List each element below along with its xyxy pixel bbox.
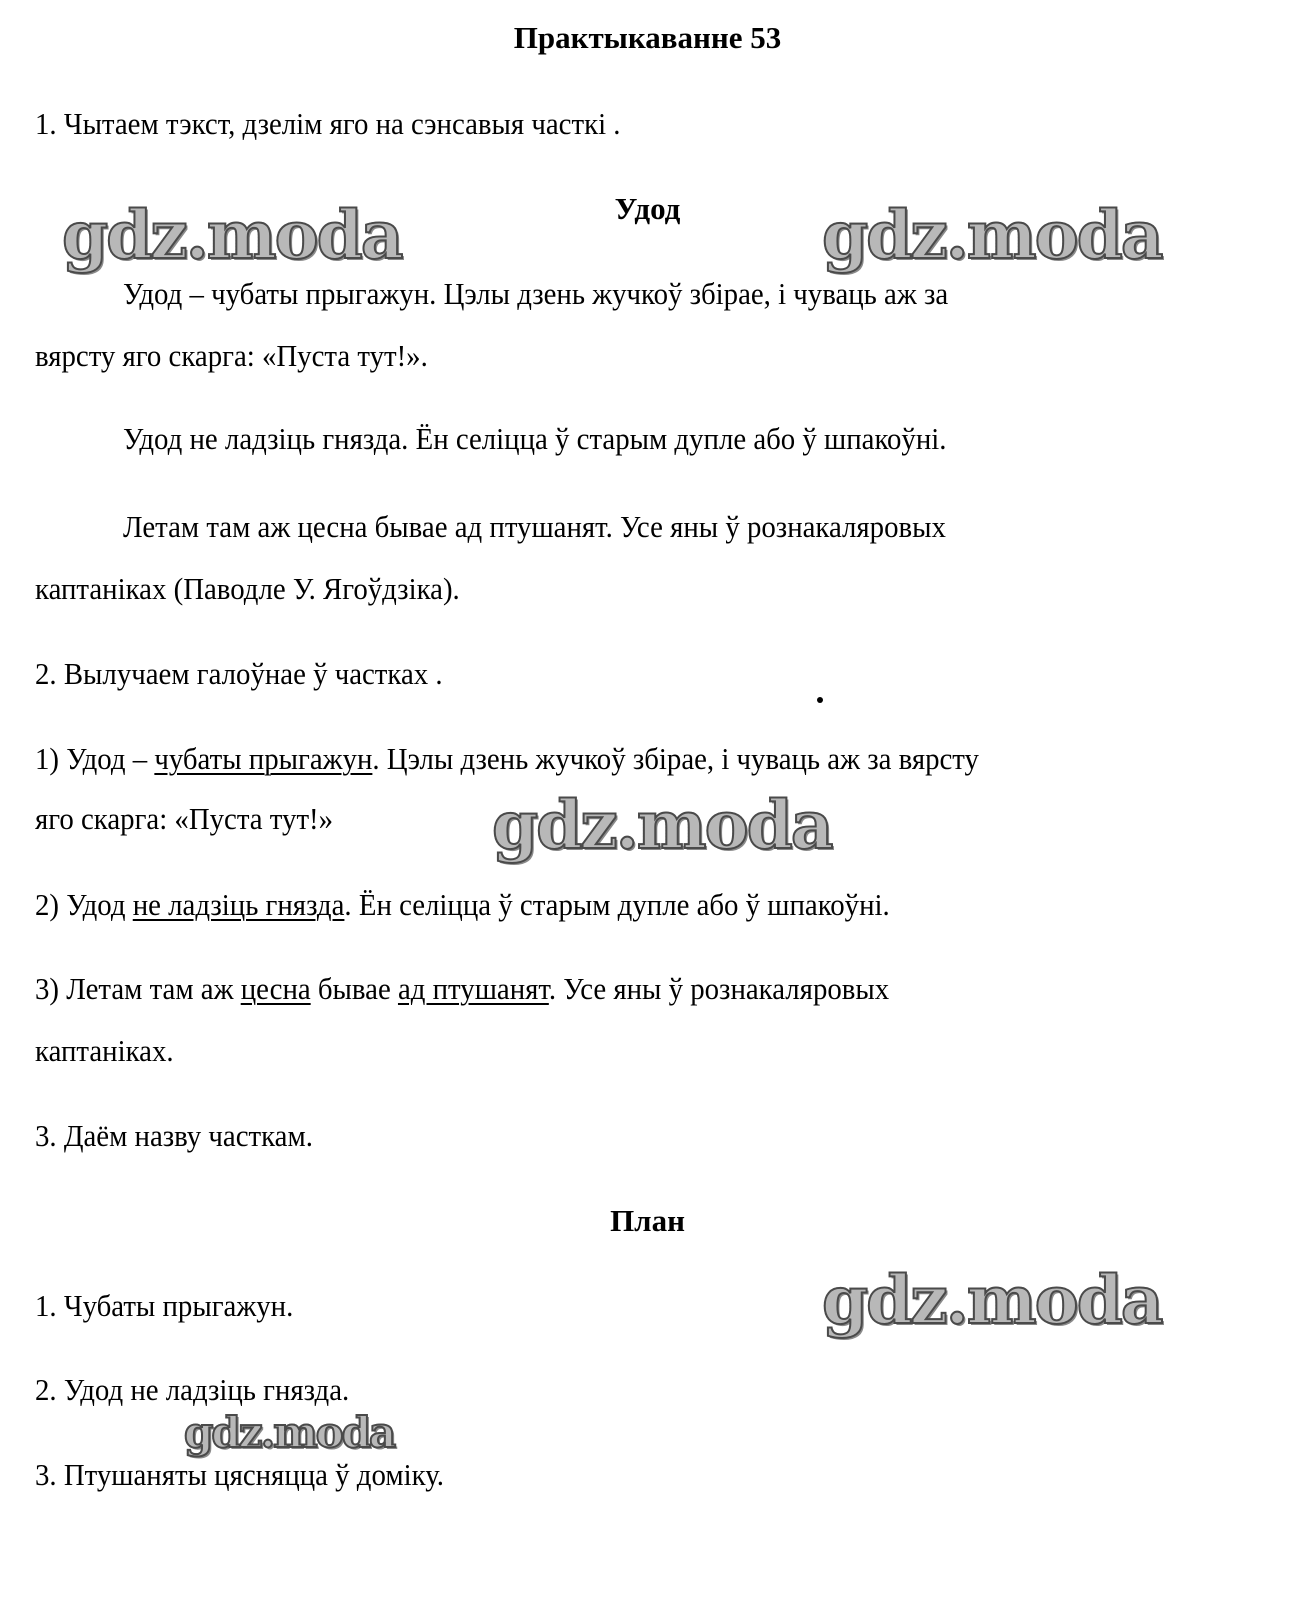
watermark-logo: gdz.moda (492, 786, 832, 864)
watermark-logo: gdz.moda (62, 196, 402, 274)
text-title: Удод (614, 191, 681, 226)
text-paragraph-1-line-2: вярсту яго скарга: «Пуста тут!». (35, 338, 428, 373)
part-3-suffix: . Усе яны ў рознакаляровых (548, 971, 890, 1006)
part-3-middle: бывае (310, 971, 398, 1006)
part-2-suffix: . Ён селіцца ў старым дупле або ў шпакоўні. (344, 887, 890, 922)
text-paragraph-3-line-2: каптаніках (Паводле У. Ягоўдзіка). (35, 571, 460, 606)
task-3-heading: 3. Даём назву часткам. (35, 1118, 313, 1153)
part-1-line-2: яго скарга: «Пуста тут!» (35, 801, 334, 836)
part-3-main-idea-2: ад птушанят (397, 971, 549, 1006)
watermark-logo: gdz.moda (822, 1261, 1162, 1339)
part-1-suffix: . Цэлы дзень жучкоў збірае, і чуваць аж за вярсту (372, 741, 979, 776)
part-3-prefix: 3) Летам там аж (35, 971, 241, 1006)
plan-item-3: 3. Птушаняты цясняцца ў доміку. (35, 1457, 444, 1492)
plan-item-1: 1. Чубаты прыгажун. (35, 1288, 294, 1323)
stray-dot (817, 697, 823, 703)
part-3-line-2: каптаніках. (35, 1033, 174, 1068)
part-2-main-idea: не ладзіць гнязда (132, 887, 345, 922)
part-3-main-idea-1: цесна (240, 971, 311, 1006)
text-paragraph-2: Удод не ладзіць гнязда. Ён селіцца ў старым дупле або ў шпакоўні. (123, 421, 947, 456)
watermark-logo: gdz.moda (822, 196, 1162, 274)
part-1-prefix: 1) Удод – (35, 741, 155, 776)
page-title: Практыкаванне 53 (513, 20, 782, 55)
text-paragraph-3-line-1: Летам там аж цесна бывае ад птушанят. Усе яны ў рознакаляровых (123, 509, 946, 544)
part-1-main-idea: чубаты прыгажун (154, 741, 373, 776)
part-3-line-1 (35, 971, 889, 1007)
text-paragraph-1-line-1: Удод – чубаты прыгажун. Цэлы дзень жучкоў збірае, і чуваць аж за (123, 276, 949, 311)
task-2-heading: 2. Вылучаем галоўнае ў частках . (35, 656, 443, 691)
task-1-heading: 1. Чытаем тэкст, дзелім яго на сэнсавыя часткі . (35, 106, 621, 141)
plan-item-2: 2. Удод не ладзіць гнязда. (35, 1372, 350, 1407)
part-2-line-1 (35, 887, 890, 923)
part-2-prefix: 2) Удод (35, 887, 133, 922)
plan-title: План (610, 1203, 685, 1238)
watermark-logo: gdz.moda (184, 1408, 395, 1457)
part-1-line-1 (35, 741, 979, 777)
